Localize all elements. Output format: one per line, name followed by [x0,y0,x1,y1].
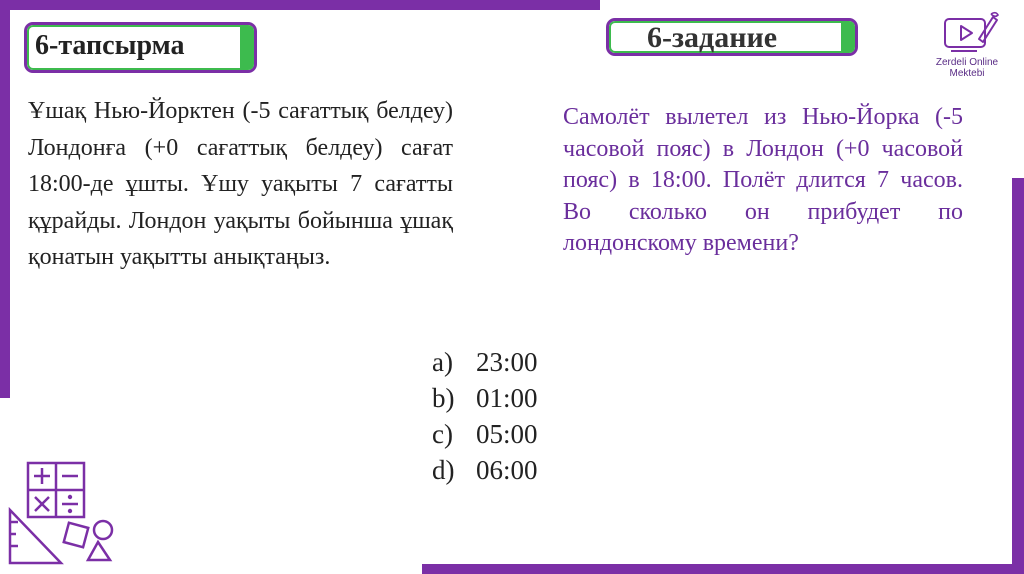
video-lesson-icon [943,9,999,53]
answer-value: 06:00 [476,455,538,485]
logo-text-line1: Zerdeli Online [935,57,999,68]
answer-letter: b) [432,383,455,413]
answer-option-b [432,380,538,416]
answer-option-c [432,416,538,452]
answer-letter: c) [432,419,453,449]
math-operations-icon [6,460,118,570]
answer-option-a [432,344,538,380]
kz-question-text: Ұшақ Нью-Йорктен (-5 сағаттық белдеу) Лондонға (+0 сағаттық белдеу) сағат 18:00-де ұшты. Ұшу уақыты 7 сағатты құрайды. Лондон уақыты бойынша ұшақ қонатын уақытты анықтаңыз. [28,98,453,270]
right-decor-bar [1012,178,1024,574]
ru-question-text: Самолёт вылетел из Нью-Йорка (-5 часовой пояс) в Лондон (+0 часовой пояс) в 18:00. Полёт длится 7 часов. Во сколько он прибудет по лондонскому времени? [563,104,963,256]
answer-value: 01:00 [476,383,538,413]
answer-value: 23:00 [476,347,538,377]
ru-title: 6-задание [647,21,778,54]
ru-title-box [606,18,858,56]
logo-text-line2: Mektebi [949,68,985,79]
school-logo [921,5,1013,85]
kz-title: 6-тапсырма [35,30,185,61]
left-decor-bar [0,0,10,398]
kz-title-box [24,22,257,73]
answer-option-d [432,452,538,488]
top-decor-bar [0,0,600,10]
answer-letter: d) [432,455,455,485]
bottom-decor-bar [422,564,1024,574]
answer-options [432,344,538,488]
answer-letter: a) [432,347,453,377]
answer-value: 05:00 [476,419,538,449]
